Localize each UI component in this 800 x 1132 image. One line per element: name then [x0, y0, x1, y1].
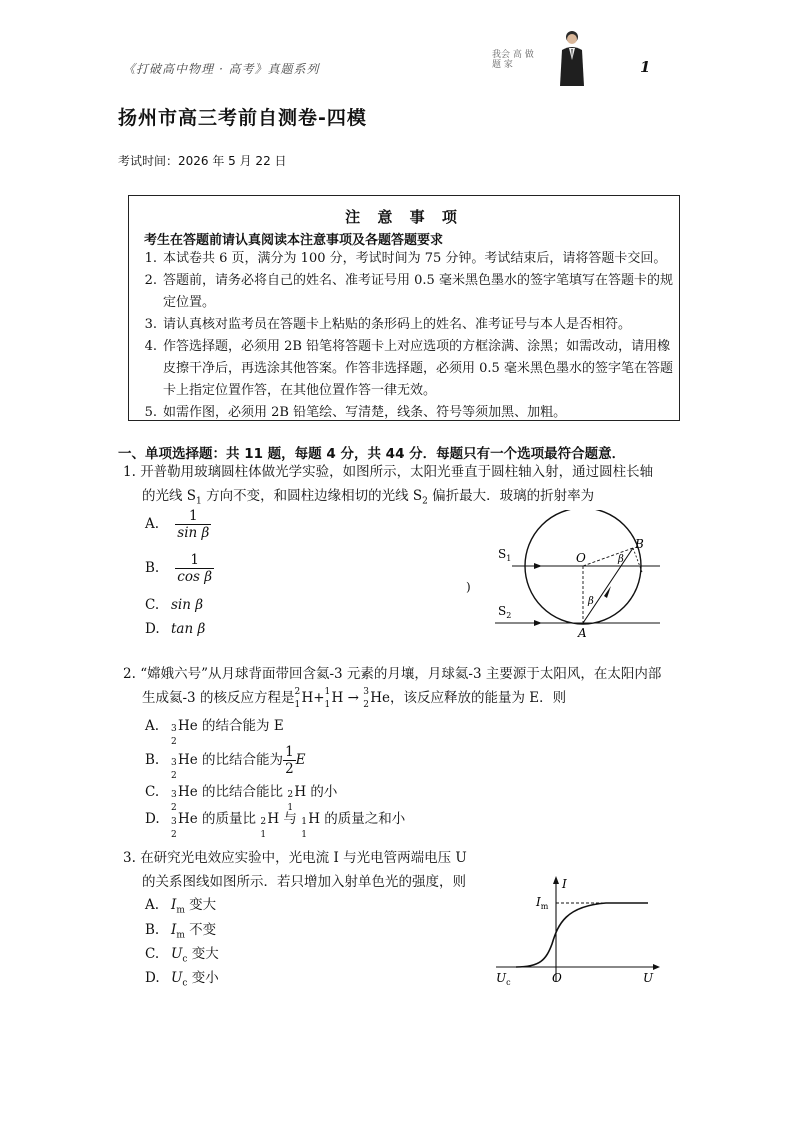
option-text: He 的质量比 [178, 811, 257, 827]
label-a: A [578, 626, 587, 640]
question-text: 生成氦-3 的核反应方程是 [142, 690, 295, 706]
notice-item-text: 请认真核对监考员在答题卡上粘贴的条形码上的姓名、准考证号与本人是否相符。 [163, 317, 632, 332]
denominator: 2 [285, 761, 294, 777]
question-text: 方向不变，和圆柱边缘相切的光线 S [201, 488, 423, 504]
label-u: U [643, 971, 654, 985]
notice-item [137, 336, 677, 402]
notice-item [137, 314, 677, 336]
symbol: I [171, 897, 177, 913]
option-a[interactable] [145, 508, 211, 541]
option-letter: A. [145, 718, 160, 734]
iv-curve [516, 903, 648, 967]
exam-title: 扬州市高三考前自测卷-四模 [118, 107, 367, 129]
numerator: 1 [285, 744, 294, 760]
option-c[interactable]: C. 3 2 He 的比结合能比 2 1 H 的小 [145, 784, 338, 813]
option-letter: D. [145, 970, 160, 986]
brand-logo: 我会 高 做 题 家 [492, 50, 534, 70]
radius-ob [583, 548, 633, 566]
label-beta-lower: β [588, 596, 594, 607]
teacher-photo [555, 28, 589, 86]
option-a[interactable]: A. 3 2 He 的结合能为 E [145, 718, 284, 747]
symbol: U [171, 970, 183, 986]
question-text: 在研究光电效应实验中，光电流 I 与光电管两端电压 U [140, 850, 467, 866]
label-im: $I_m$ [536, 895, 549, 911]
subscript: 1 [196, 496, 202, 507]
option-text: He 的比结合能为 [178, 752, 284, 768]
numerator: 1 [175, 508, 211, 525]
arrow-icon [534, 620, 542, 626]
numerator: 1 [175, 552, 214, 569]
option-text: E [295, 752, 306, 768]
subscript: c [182, 978, 188, 989]
label-beta-upper: β [618, 554, 624, 565]
option-text: He 的结合能为 E [178, 718, 284, 734]
fraction [175, 552, 214, 585]
option-text: H 的质量之和小 [308, 811, 406, 827]
label-s2: $S_2$ [498, 604, 512, 620]
notice-item-number: 5. [144, 405, 157, 420]
notice-item-number: 1. [144, 251, 157, 266]
section-heading: 一、单项选择题：共 11 题，每题 4 分，共 44 分．每题只有一个选项最符合题意． [118, 446, 626, 462]
notice-box [128, 195, 680, 421]
option-letter: A. [145, 516, 160, 532]
notice-item-text: 如需作图，必须用 2B 铅笔绘、写清楚，线条、符号等须加黑、加粗。 [163, 405, 567, 420]
fraction [283, 744, 296, 777]
arrow-icon [604, 586, 611, 598]
notice-list [137, 248, 677, 424]
subscript: m [176, 930, 185, 941]
fraction [175, 508, 211, 541]
question-text: ，该反应释放的能量为 E．则 [390, 690, 567, 706]
option-text: tan β [171, 621, 206, 637]
symbol: I [171, 922, 177, 938]
notice-item [137, 270, 677, 314]
nuclide: 1 1 H [324, 687, 344, 710]
option-text: H 的小 [294, 784, 338, 800]
option-letter: C. [145, 946, 160, 962]
nuclide: 3 2 He [363, 687, 390, 710]
label-uc: $U_c$ [496, 971, 511, 987]
notice-item-number: 3. [144, 317, 157, 332]
notice-item-text: 作答选择题，必须用 2B 铅笔将答题卡上对应选项的方框涂满、涂黑；如需改动，请用橡皮擦干净后，再选涂其他答案。作答非选择题，必须用 0.5 毫米黑色墨水的签字笔在答题卡上指定位置作答，在其他位置作答一律无效。 [163, 339, 673, 398]
notice-item-number: 2. [144, 273, 157, 288]
label-i: I [562, 877, 567, 891]
page-number: 1 [640, 58, 651, 76]
notice-item-text: 答题前，请务必将自己的姓名、准考证号用 0.5 毫米黑色墨水的签字笔填写在答题卡的规定位置。 [163, 273, 673, 310]
label-origin: O [552, 971, 562, 985]
option-text: 变小 [187, 970, 219, 986]
arrow-icon [534, 563, 542, 569]
nuclide: 2 1 H [294, 687, 314, 710]
option-c[interactable] [145, 597, 203, 613]
question-text: 的光线 S [142, 488, 197, 504]
question-text: “嫦娥六号”从月球背面带回含氦-3 元素的月壤，月球氦-3 主要源于太阳风，在太阳内部 [140, 666, 662, 682]
option-text: sin β [171, 597, 204, 613]
option-letter: C. [145, 597, 160, 613]
option-b[interactable] [145, 918, 216, 941]
option-b[interactable]: B. 3 2 He 的比结合能为 $\frac{1}{2}$ E [145, 744, 306, 781]
arrow-icon [653, 964, 660, 970]
refracted-ray [583, 548, 633, 623]
option-letter: B. [145, 752, 160, 768]
subscript: 2 [422, 496, 428, 507]
nuclear-equation: 2 1 H+ 1 1 H → 3 2 He [294, 687, 390, 710]
option-b[interactable] [145, 552, 214, 585]
question-number: 1. [123, 464, 136, 480]
arrow-icon [553, 876, 559, 884]
exam-date: 考试时间：2026 年 5 月 22 日 [118, 154, 287, 168]
option-text: He 的比结合能比 [178, 784, 284, 800]
option-d[interactable]: D. 3 2 He 的质量比 2 1 H 与 1 1 H 的质量之和小 [145, 811, 406, 840]
cylinder-refraction-figure [490, 510, 670, 640]
option-text: 变大 [184, 897, 217, 913]
option-text: 不变 [184, 922, 217, 938]
question-text: 开普勒用玻璃圆柱体做光学实验，如图所示，太阳光垂直于圆柱轴入射，通过圆柱长轴 [140, 464, 654, 480]
option-letter: B. [145, 560, 160, 576]
notice-item-text: 本试卷共 6 页，满分为 100 分，考试时间为 75 分钟。考试结束后，请将答题卡交回。 [163, 251, 667, 266]
question-1-stem [123, 460, 683, 514]
question-number: 2. [123, 666, 136, 682]
label-s1: $S_1$ [498, 547, 512, 563]
symbol: U [171, 946, 183, 962]
notice-subtitle: 考生在答题前请认真阅读本注意事项及各题答题要求 [144, 233, 444, 248]
question-2-stem [123, 662, 683, 710]
series-title: 《打破高中物理 · 高考》真题系列 [123, 62, 320, 76]
label-o: O [576, 551, 586, 565]
option-a[interactable] [145, 893, 216, 916]
question-number: 3. [123, 850, 136, 866]
subscript: m [176, 905, 185, 916]
stray-mark: ) [466, 580, 471, 594]
notice-item-number: 4. [144, 339, 157, 354]
option-d[interactable] [145, 966, 219, 989]
option-text: 变大 [187, 946, 219, 962]
notice-item [137, 402, 677, 424]
question-text: 偏折最大．玻璃的折射率为 [427, 488, 595, 504]
label-b: B [635, 537, 644, 551]
question-3-stem [123, 846, 483, 894]
option-letter: C. [145, 784, 160, 800]
notice-item [137, 248, 677, 270]
option-letter: D. [145, 621, 160, 637]
option-letter: B. [145, 922, 160, 938]
option-d[interactable] [145, 621, 205, 637]
denominator: sin β [177, 525, 210, 541]
option-letter: D. [145, 811, 160, 827]
denominator: cos β [177, 569, 213, 585]
notice-title: 注 意 事 项 [345, 208, 463, 226]
photoelectric-iv-graph [488, 872, 668, 992]
question-text: 的关系图线如图所示．若只增加入射单色光的强度，则 [142, 874, 466, 890]
option-c[interactable] [145, 942, 219, 965]
subscript: c [182, 954, 188, 965]
option-text: H 与 [267, 811, 297, 827]
option-letter: A. [145, 897, 160, 913]
